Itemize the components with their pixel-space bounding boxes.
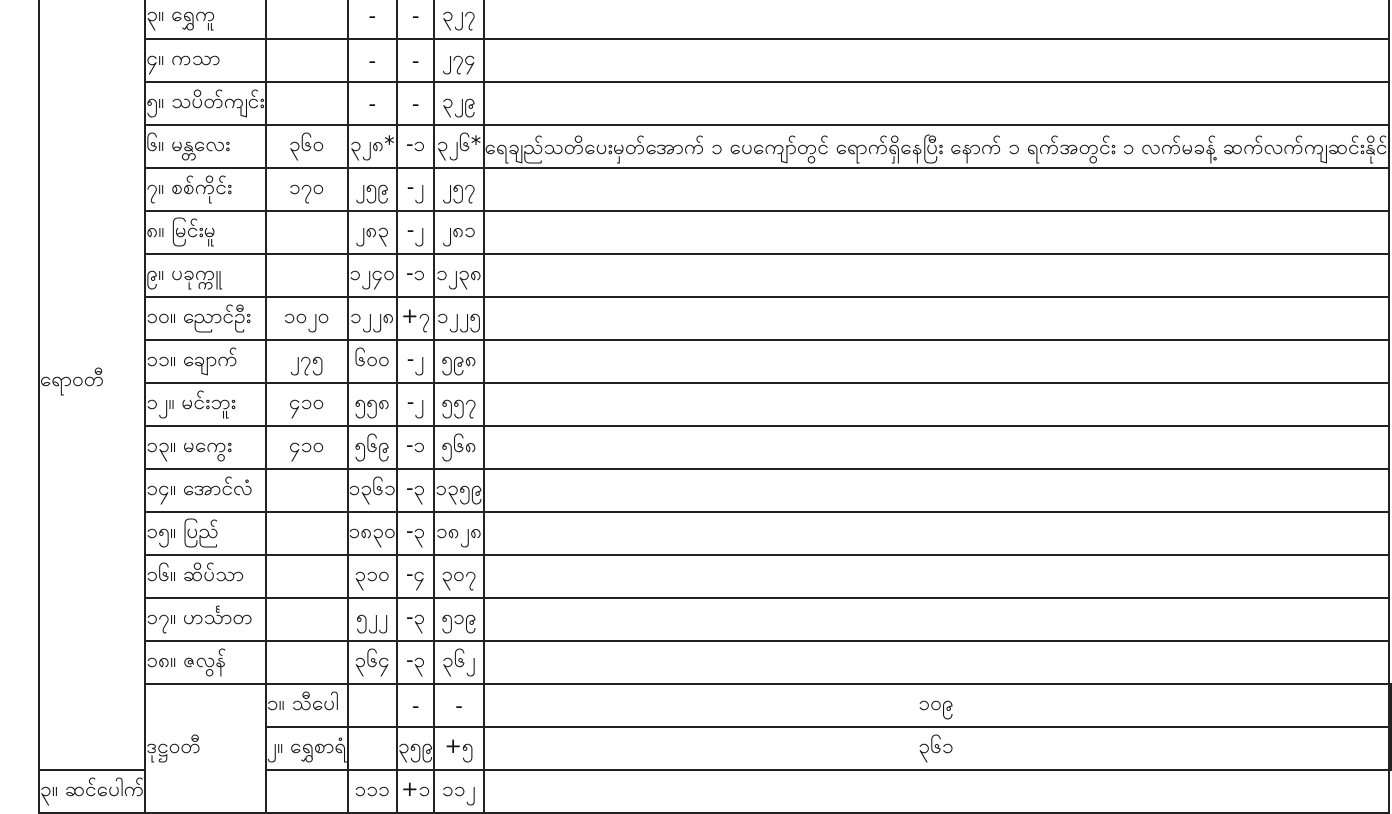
col1-value [348, 684, 397, 727]
col4-value: ၂၇၄ [434, 39, 483, 82]
water-level-table [38, 0, 1392, 814]
township-name: ၁၄။ အောင်လံ [145, 469, 265, 512]
col1-value: ၁၇၀ [266, 168, 348, 211]
col3-value: -၂ [397, 383, 434, 426]
note: ရေချည်သတိပေးမှတ်အောက် ၁ ပေကျော်တွင် ရောက်ရှိနေပြီး နောက် ၁ ရက်အတွင်း ၁ လက်မခန့် ဆက်လက်ကျဆင်းနိုင် [484, 125, 1389, 168]
col4-value: ၃၂၉ [434, 82, 483, 125]
col2-value: ၁၃၆၁ [348, 469, 397, 512]
col3-value: - [397, 39, 434, 82]
note [484, 641, 1389, 684]
col3-value: -၁ [397, 254, 434, 297]
township-name: ၅။ သပိတ်ကျင်း [145, 82, 265, 125]
col1-value [266, 82, 348, 125]
col1-value [266, 469, 348, 512]
note [1389, 684, 1391, 727]
col3-value: -၁ [397, 125, 434, 168]
col2-value: ၂၈၃ [348, 211, 397, 254]
col4-value: ၅၁၉ [434, 598, 483, 641]
col4-value: ၃၂၆* [434, 125, 483, 168]
note [484, 340, 1389, 383]
table-row [39, 0, 1391, 39]
note [484, 770, 1389, 813]
col4-value: ၂၈၁ [434, 211, 483, 254]
col2-value: - [348, 0, 397, 39]
col2-value: ၃၂၈* [348, 125, 397, 168]
col4-value: ၁၀၉ [484, 684, 1389, 727]
col1-value [266, 512, 348, 555]
col2-value: ၁၂၂၈ [348, 297, 397, 340]
col3-value: -၃ [397, 641, 434, 684]
note [484, 383, 1389, 426]
col4-value: ၁၂၃၈ [434, 254, 483, 297]
township-name: ၂။ ရွှေစာရံ [266, 727, 348, 770]
note [484, 469, 1389, 512]
table-row [39, 469, 1391, 512]
col1-value [266, 211, 348, 254]
col4-value: ၅၉၈ [434, 340, 483, 383]
col2-value: ၃၅၉ [397, 727, 434, 770]
col2-value: ၂၅၉ [348, 168, 397, 211]
table-row [39, 168, 1391, 211]
col3-value: +၇ [397, 297, 434, 340]
township-name: ၄။ ကသာ [145, 39, 265, 82]
col2-value: - [348, 82, 397, 125]
township-name: ၃။ ဆင်ပေါက် [39, 770, 145, 813]
col3-value: - [397, 82, 434, 125]
col2-value: ၅၂၂ [348, 598, 397, 641]
table-row [39, 555, 1391, 598]
col1-value [266, 39, 348, 82]
region-name: ရောဝတီ [39, 0, 145, 770]
note [484, 598, 1389, 641]
col4-value: ၃၆၂ [434, 641, 483, 684]
note [484, 254, 1389, 297]
note [484, 211, 1389, 254]
township-name: ၁၆။ ဆိပ်သာ [145, 555, 265, 598]
col4-value: ၃၂၇ [434, 0, 483, 39]
col1-value [266, 598, 348, 641]
col2-value: ၅၅၈ [348, 383, 397, 426]
col1-value [266, 254, 348, 297]
col2-value: - [348, 39, 397, 82]
table-row [39, 39, 1391, 82]
township-name: ၁၇။ ဟင်္သာတ [145, 598, 265, 641]
note [484, 168, 1389, 211]
table-row [39, 82, 1391, 125]
township-name: ၁၃။ မကွေး [145, 426, 265, 469]
table-row [39, 641, 1391, 684]
col1-value: ၂၇၅ [266, 340, 348, 383]
note [484, 426, 1389, 469]
col1-value [266, 770, 348, 813]
table-row [39, 598, 1391, 641]
note [484, 555, 1389, 598]
col4-value: ၁၂၂၅ [434, 297, 483, 340]
col2-value: ၆၀၀ [348, 340, 397, 383]
table-row [39, 512, 1391, 555]
township-name: ၃။ ရွှေကူ [145, 0, 265, 39]
region-name: ဒုဋ္ဌဝတီ [145, 684, 265, 813]
col3-value: -၂ [397, 340, 434, 383]
col1-value: ၁၀၂၀ [266, 297, 348, 340]
col4-value: ၁၁၂ [434, 770, 483, 813]
col3-value: -၃ [397, 598, 434, 641]
col3-value: -၁ [397, 426, 434, 469]
table-row [39, 383, 1391, 426]
col1-value: ၃၆၀ [266, 125, 348, 168]
note [484, 512, 1389, 555]
col3-value: -၄ [397, 555, 434, 598]
col1-value: ၄၁၀ [266, 426, 348, 469]
col3-value: -၂ [397, 168, 434, 211]
col3-value: +၅ [434, 727, 483, 770]
col2-value: ၁၈၃၀ [348, 512, 397, 555]
township-name: ၁၁။ ချောက် [145, 340, 265, 383]
col4-value: ၃၆၁ [484, 727, 1389, 770]
col3-value: - [434, 684, 483, 727]
col2-value: - [397, 684, 434, 727]
township-name: ၁၈။ ဇလွန် [145, 641, 265, 684]
col4-value: ၅၅၇ [434, 383, 483, 426]
township-name: ၁၅။ ပြည် [145, 512, 265, 555]
table-row [39, 297, 1391, 340]
col3-value: - [397, 0, 434, 39]
col3-value: -၃ [397, 469, 434, 512]
col4-value: ၃၀၇ [434, 555, 483, 598]
col2-value: ၃၆၄ [348, 641, 397, 684]
note [484, 0, 1389, 39]
township-name: ၁၂။ မင်းဘူး [145, 383, 265, 426]
col4-value: ၁၈၂၈ [434, 512, 483, 555]
col3-value: +၁ [397, 770, 434, 813]
note [484, 297, 1389, 340]
table-row [39, 426, 1391, 469]
township-name: ၁၀။ ညောင်ဦး [145, 297, 265, 340]
township-name: ၉။ ပခုက္ကူ [145, 254, 265, 297]
township-name: ၁။ သီပေါ [266, 684, 348, 727]
table-row [39, 125, 1391, 168]
table-row [39, 684, 1391, 727]
col3-value: -၃ [397, 512, 434, 555]
col1-value [266, 0, 348, 39]
note [484, 82, 1389, 125]
col2-value: ၃၁၀ [348, 555, 397, 598]
township-name: ၇။ စစ်ကိုင်း [145, 168, 265, 211]
table-row [39, 254, 1391, 297]
township-name: ၈။ မြင်းမူ [145, 211, 265, 254]
col4-value: ၅၆၈ [434, 426, 483, 469]
col1-value [266, 641, 348, 684]
col4-value: ၂၅၇ [434, 168, 483, 211]
table-row [39, 211, 1391, 254]
col1-value [348, 727, 397, 770]
col1-value [266, 555, 348, 598]
township-name: ၆။ မန္တလေး [145, 125, 265, 168]
table-row [39, 340, 1391, 383]
col4-value: ၁၃၅၉ [434, 469, 483, 512]
col2-value: ၁၁၁ [348, 770, 397, 813]
note [484, 39, 1389, 82]
note [1389, 727, 1391, 770]
col2-value: ၁၂၄၀ [348, 254, 397, 297]
col1-value: ၄၁၀ [266, 383, 348, 426]
col3-value: -၂ [397, 211, 434, 254]
col2-value: ၅၆၉ [348, 426, 397, 469]
